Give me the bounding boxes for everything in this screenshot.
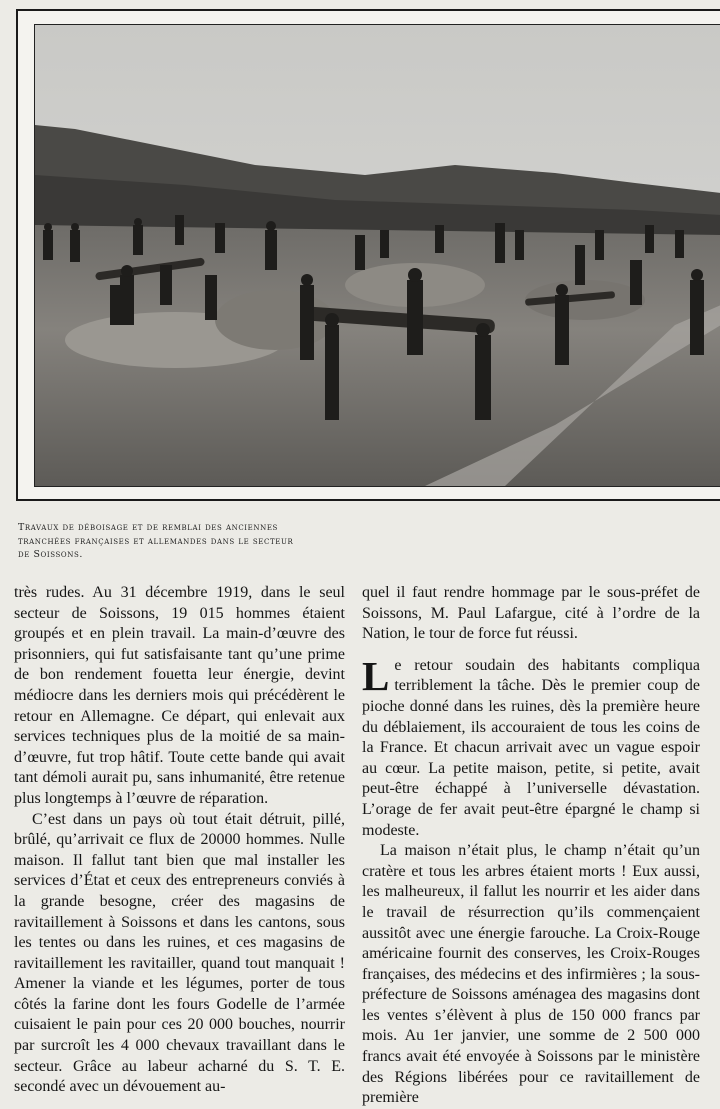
left-paragraph-2: C’est dans un pays où tout était détruit, pillé, brûlé, qu’arrivait ce flux de 20000 hommes. Nulle maison. Il fallut tant bien que mal installer les services d’État et ceux des entrepreneurs conviés à la grande besogne, créer des magasins de ravitaillement à Soissons et dans les cantons, sous les tentes ou dans les ruines, et ces magasins de ravitaillement les ravitailler, quand tout manquait ! Amener la viande et les légumes, porter de tous côtés la farine dont les fours Godelle de l’armée cuisaient le pain pour ces 20 000 bouches, nourrir par surcroît les 4 000 chevaux travaillant dans le secteur. Grâce au labeur acharné du S. T. E. secondé avec un dévouement au- <box>14 810 345 1096</box>
left-column <box>14 583 345 1098</box>
right-paragraph-2-text: e retour soudain des habitants compliqua terriblement la tâche. Dès le premier coup de pioche donné dans les ruines, dès la première heure du déblaiement, ils accouraient de tous les coins de la France. Et chacun arrivait avec un vague espoir au cœur. La petite maison, petite, si petite, avait peut-être échappé à l’universelle dévastation. L’orage de fer avait peut-être épargné le champ si modeste. <box>362 656 700 839</box>
right-paragraph-1: quel il faut rendre hommage par le sous-préfet de Soissons, M. Paul Lafargue, cité à l’ordre de la Nation, le tour de force fut réussi. <box>362 584 700 643</box>
right-column <box>362 583 700 1109</box>
photograph <box>34 24 720 487</box>
photo-caption: Travaux de déboisage et de remblai des anciennes tranchées françaises et allemandes dans le secteur de Soissons. <box>18 522 294 560</box>
right-paragraph-2 <box>362 652 700 841</box>
photograph-drawing <box>35 25 720 486</box>
right-paragraph-3: La maison n’était plus, le champ n’était qu’un cratère et tous les arbres étaient morts ! Eux aussi, les malheureux, il fallut les nourrir et les aider dans le travail de résurrection qu’ils commençaient aussitôt avec une énergie farouche. La Croix-Rouge américaine fournit des conserves, les Croix-Rouges françaises, des médecins et des infirmières ; la sous-préfecture de Soissons aménagea des magasins dont les ventes s’élèvent à plus de 150 000 francs par mois. Au 1er janvier, une somme de 2 500 000 francs avait été envoyée à Soissons par le ministère des Régions libérées pour ce ravitaillement de première <box>362 842 700 1107</box>
drop-cap: L <box>362 652 390 699</box>
paragraph-gap <box>362 645 700 656</box>
left-paragraph-1: très rudes. Au 31 décembre 1919, dans le seul secteur de Soissons, 19 015 hommes étaient groupés et en plein travail. La main-d’œuvre des prisonniers, qui fut satisfaisante tant qu’une prime de bon rendement fouetta leur énergie, devint médiocre dans les derniers mois qui précédèrent le retour en Allemagne. Ce départ, qui enlevait aux services techniques plus de la moitié de sa main-d’œuvre, fut trop hâtif. Toute cette bande qui avait tant démoli aurait pu, sans inhumanité, être retenue plus longtemps à l’œuvre de réparation. <box>14 584 345 807</box>
